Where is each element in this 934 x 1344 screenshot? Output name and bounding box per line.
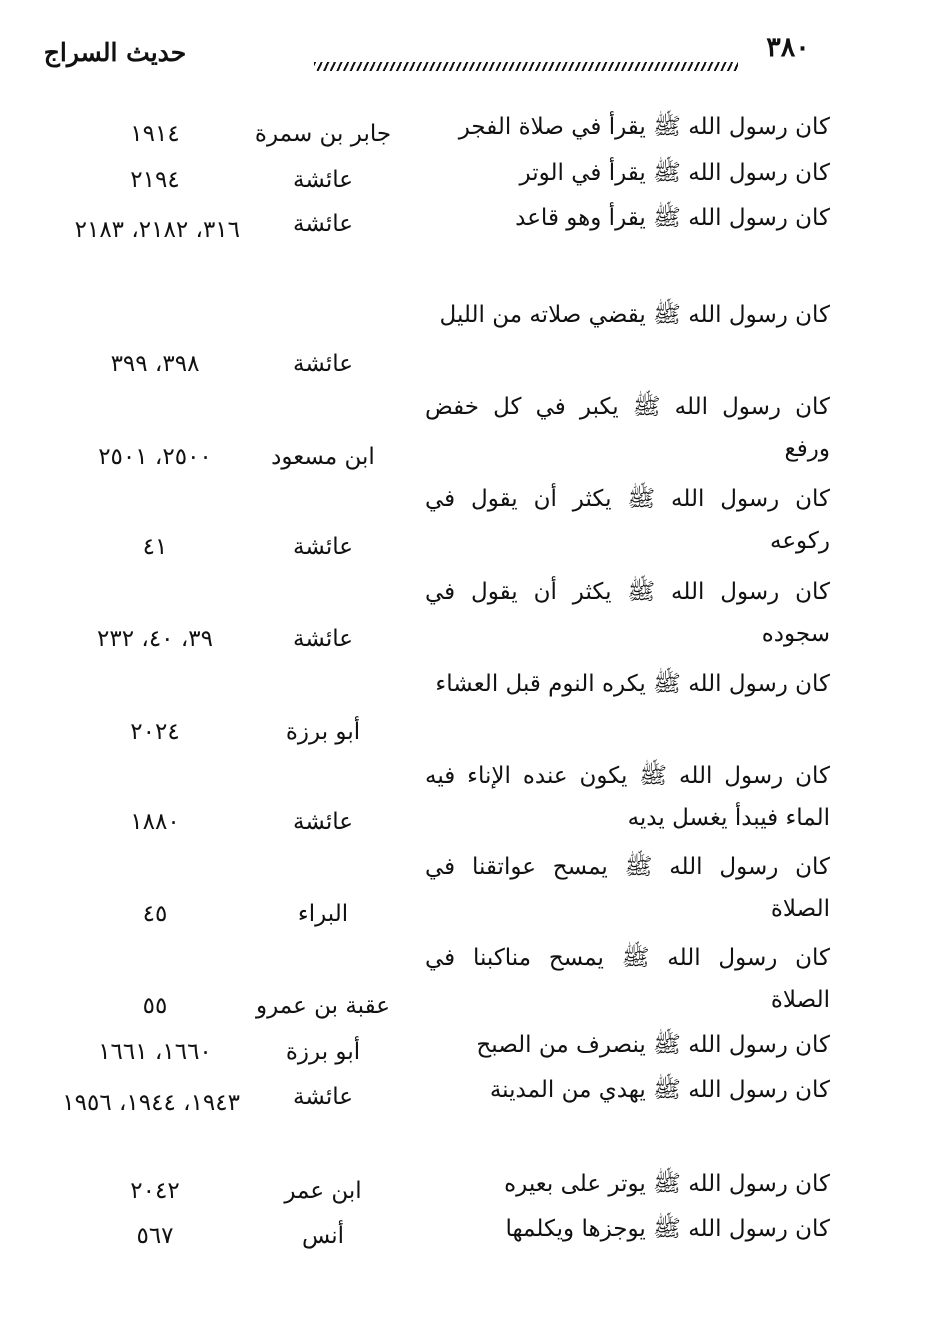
hadith-text: كان رسول الله ﷺ يهدي من المدينة (489, 1077, 830, 1103)
hadith-text: كان رسول الله ﷺ يكره النوم قبل العشاء (435, 671, 830, 697)
narrator: عائشة (293, 534, 353, 560)
narrator: عائشة (293, 1084, 353, 1110)
hadith-text: كان رسول الله ﷺ يكبر في كل خفض ورفع (425, 394, 830, 462)
narrator: عائشة (293, 211, 353, 237)
narrator: أبو برزة (285, 719, 361, 745)
hadith-refs: ٤١ (142, 534, 168, 560)
hadith-text: كان رسول الله ﷺ يقرأ في صلاة الفجر (458, 114, 830, 140)
hadith-text: كان رسول الله ﷺ يكون عنده الإناء فيه الماء فيبدأ يغسل يديه (425, 763, 830, 831)
hadith-refs: ١٩٤٣، ١٩٤٤، ١٩٥٦ (62, 1090, 240, 1116)
hadith-refs: ٥٦٧ (136, 1223, 174, 1249)
narrator: عقبة بن عمرو (256, 993, 390, 1019)
narrator: ابن عمر (284, 1178, 362, 1204)
narrator: البراء (297, 901, 349, 927)
narrator: عائشة (293, 167, 353, 193)
hadith-refs: ٢١٩٤ (130, 167, 180, 193)
hadith-text: كان رسول الله ﷺ يقرأ وهو قاعد (515, 205, 830, 231)
hadith-refs: ٢٠٢٤ (130, 719, 180, 745)
hadith-text: كان رسول الله ﷺ ينصرف من الصبح (476, 1032, 830, 1058)
hadith-text: كان رسول الله ﷺ يوتر على بعيره (504, 1171, 830, 1197)
narrator: ابن مسعود (271, 444, 375, 470)
hadith-refs: ١٨٨٠ (130, 809, 180, 835)
hadith-text: كان رسول الله ﷺ يقرأ في الوتر (519, 160, 830, 186)
hadith-refs: ١٩١٤ (130, 121, 180, 147)
narrator: أبو برزة (285, 1039, 361, 1065)
hadith-refs: ٢٠٤٢ (130, 1178, 180, 1204)
hadith-text: كان رسول الله ﷺ يقضي صلاته من الليل (439, 302, 830, 328)
hadith-text: كان رسول الله ﷺ يكثر أن يقول في ركوعه (425, 486, 830, 554)
narrator: عائشة (293, 809, 353, 835)
hadith-refs: ٢٥٠٠، ٢٥٠١ (98, 444, 212, 470)
running-title: حديث السراج (43, 38, 187, 67)
narrator: عائشة (293, 351, 353, 377)
hadith-refs: ٣٩، ٤٠، ٢٣٢ (97, 626, 213, 652)
hadith-text: كان رسول الله ﷺ يمسح عواتقنا في الصلاة (425, 854, 830, 922)
hadith-text: كان رسول الله ﷺ يمسح مناكبنا في الصلاة (425, 945, 830, 1013)
hadith-text: كان رسول الله ﷺ يكثر أن يقول في سجوده (425, 579, 830, 647)
hadith-refs: ١٦٦٠، ١٦٦١ (98, 1039, 212, 1065)
hadith-refs: ٥٥ (142, 993, 168, 1019)
page-number: ٣٨٠ (766, 32, 810, 63)
narrator: عائشة (293, 626, 353, 652)
narrator: جابر بن سمرة (254, 121, 392, 147)
hadith-refs: ٤٥ (142, 901, 168, 927)
narrator: أنس (301, 1223, 345, 1249)
hadith-refs: ٣١٦، ٢١٨٢، ٢١٨٣ (74, 217, 240, 243)
hadith-refs: ٣٩٨، ٣٩٩ (110, 351, 200, 377)
hadith-text: كان رسول الله ﷺ يوجزها ويكلمها (505, 1216, 830, 1242)
